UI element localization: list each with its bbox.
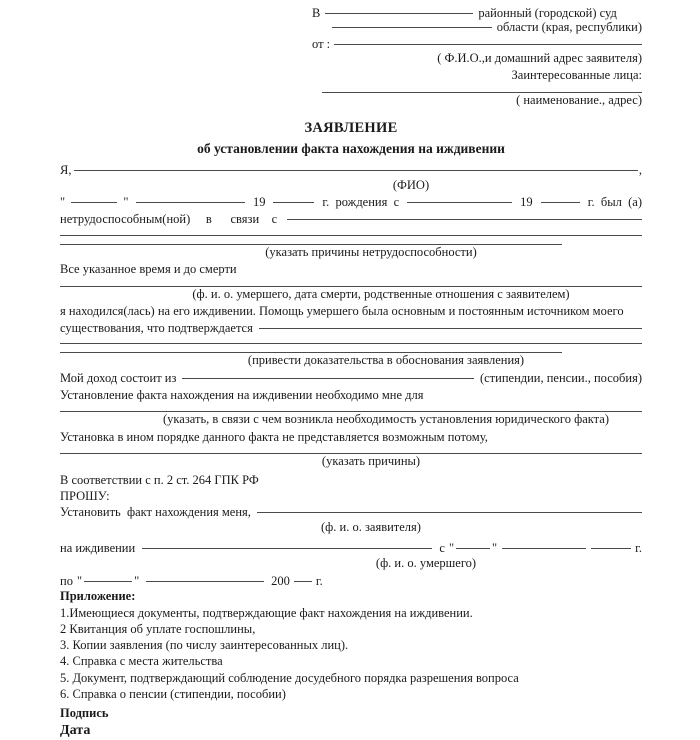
court-prefix-label: В [312, 6, 321, 20]
i-label: Я, [60, 162, 72, 177]
court-suffix-label: районный (городской) суд [478, 6, 617, 20]
until-year-input[interactable] [294, 581, 312, 582]
attachment-item: 2 Квитанция об уплате госпошлины, [60, 621, 256, 636]
period-day-input[interactable] [456, 548, 490, 549]
interested-persons-label: Заинтересованные лица: [511, 67, 642, 82]
until-month-input[interactable] [146, 581, 264, 582]
birth-day-input[interactable] [71, 202, 117, 203]
until-day-input[interactable] [84, 581, 132, 582]
need-text: Установление факта нахождения на иждивении необходимо мне для [60, 387, 424, 402]
attachment-item: 1.Имеющиеся документы, подтверждающие факт нахождения на иждивении. [60, 605, 473, 620]
incapacity-reason-line [60, 212, 642, 227]
until-date-line [60, 574, 642, 589]
dependency-evidence-line [60, 321, 642, 336]
deceased-caption: (ф. и. о. умершего, дата смерти, родственные отношения с заявителем) [192, 286, 570, 301]
dependency-text-line-2: существования, что подтверждается [60, 320, 253, 335]
applicant-caption: ( Ф.И.О.,и домашний адрес заявителя) [437, 51, 642, 66]
attachment-item: 6. Справка о пенсии (стипендии, пособии) [60, 686, 286, 701]
interested-persons-caption: ( наименование., адрес) [516, 93, 642, 108]
deceased-name-input[interactable] [142, 548, 432, 549]
fio-caption: (ФИО) [392, 177, 430, 192]
incapacity-label: нетрудоспособным(ной) в связи с [60, 212, 278, 226]
evidence-input[interactable] [259, 328, 642, 329]
birth-year-input[interactable] [273, 202, 314, 203]
until-quote-open: " [76, 573, 83, 588]
applicant-name-address-input[interactable] [334, 44, 642, 45]
dependency-label: на иждивении [60, 541, 136, 556]
income-label: Мой доход состоит из [60, 370, 177, 385]
applicant-fio-line [60, 163, 642, 178]
period-month-input[interactable] [502, 548, 586, 549]
period-quote-close: " [492, 541, 498, 556]
birth-year-prefix: 19 [252, 195, 266, 210]
birth-month-input[interactable] [136, 202, 245, 203]
attachment-item: 4. Справка с места жительства [60, 654, 223, 669]
dependency-period-line [60, 541, 642, 556]
court-header-block [312, 6, 642, 109]
law-reference: В соответствии с п. 2 ст. 264 ГПК РФ [60, 473, 259, 488]
request-applicant-line [60, 505, 642, 520]
incapacity-caption: (указать причины нетрудоспособности) [265, 244, 477, 259]
until-quote-close: " [134, 573, 140, 588]
day-quote-open: " [60, 195, 66, 210]
incapacity-start-month-input[interactable] [407, 202, 512, 203]
income-suffix-label: (стипендии, пенсии., пособия) [479, 370, 642, 385]
page-title: ЗАЯВЛЕНИЕ [304, 119, 398, 136]
until-year-prefix: 200 [271, 573, 290, 588]
until-label: по [60, 573, 73, 588]
request-applicant-input[interactable] [257, 512, 642, 513]
attachment-item: 3. Копии заявления (по числу заинтересованных лиц). [60, 638, 349, 653]
period-quote-open: " [448, 541, 455, 556]
other-order-text: Установка в ином порядке данного факта не представляется возможным потому, [60, 429, 488, 444]
reasons-caption: (указать причины) [321, 453, 421, 468]
from-preposition-label: с [439, 541, 445, 556]
income-input[interactable] [182, 378, 474, 379]
day-quote-close: " [123, 195, 129, 210]
dependency-text-line-1: я находился(лась) на его иждивении. Помощь умершего была основным и постоянным источником моего [60, 304, 624, 319]
region-suffix-label: области (края, республики) [496, 20, 642, 35]
applicant-fio-input[interactable] [74, 170, 637, 171]
until-year-suffix: г. [315, 573, 323, 588]
incapacity-reason-input[interactable] [287, 219, 642, 220]
request-label: ПРОШУ: [60, 488, 110, 503]
evidence-caption: (привести доказательства в обоснования заявления) [247, 353, 525, 368]
form-body [60, 157, 642, 740]
birth-date-line [60, 195, 642, 210]
period-year-suffix: г. [635, 541, 642, 556]
request-line-label: Установить факт нахождения меня, [60, 504, 251, 519]
fio-trailing-comma: , [638, 162, 642, 177]
attachments-heading: Приложение: [60, 589, 136, 604]
deceased-caption-2: (ф. и. о. умершего) [375, 556, 477, 570]
applicant-from-line [312, 37, 642, 51]
period-year-input[interactable] [591, 548, 631, 549]
attachment-item: 5. Документ, подтверждающий соблюдение досудебного порядка разрешения вопроса [60, 670, 519, 685]
court-name-line [312, 6, 642, 20]
page-subtitle: об установлении факта нахождения на иждивении [197, 140, 505, 156]
signature-label: Подпись [60, 706, 109, 721]
incapacity-year-prefix: 19 [520, 195, 533, 210]
incapacity-year-suffix: г. был (а) [587, 195, 642, 210]
region-name-line [312, 20, 642, 34]
applicant-caption-2: (ф. и. о. заявителя) [321, 519, 421, 534]
birth-year-suffix: г. рождения с [322, 195, 400, 210]
income-line [60, 371, 642, 386]
need-caption: (указать, в связи с чем возникла необходимость установления юридического факта) [163, 411, 609, 426]
court-name-input[interactable] [325, 13, 473, 14]
from-label: от : [312, 36, 331, 51]
incapacity-year-input[interactable] [541, 202, 580, 203]
date-label: Дата [60, 723, 91, 738]
all-time-text: Все указанное время и до смерти [60, 262, 237, 277]
region-name-input[interactable] [332, 27, 492, 28]
